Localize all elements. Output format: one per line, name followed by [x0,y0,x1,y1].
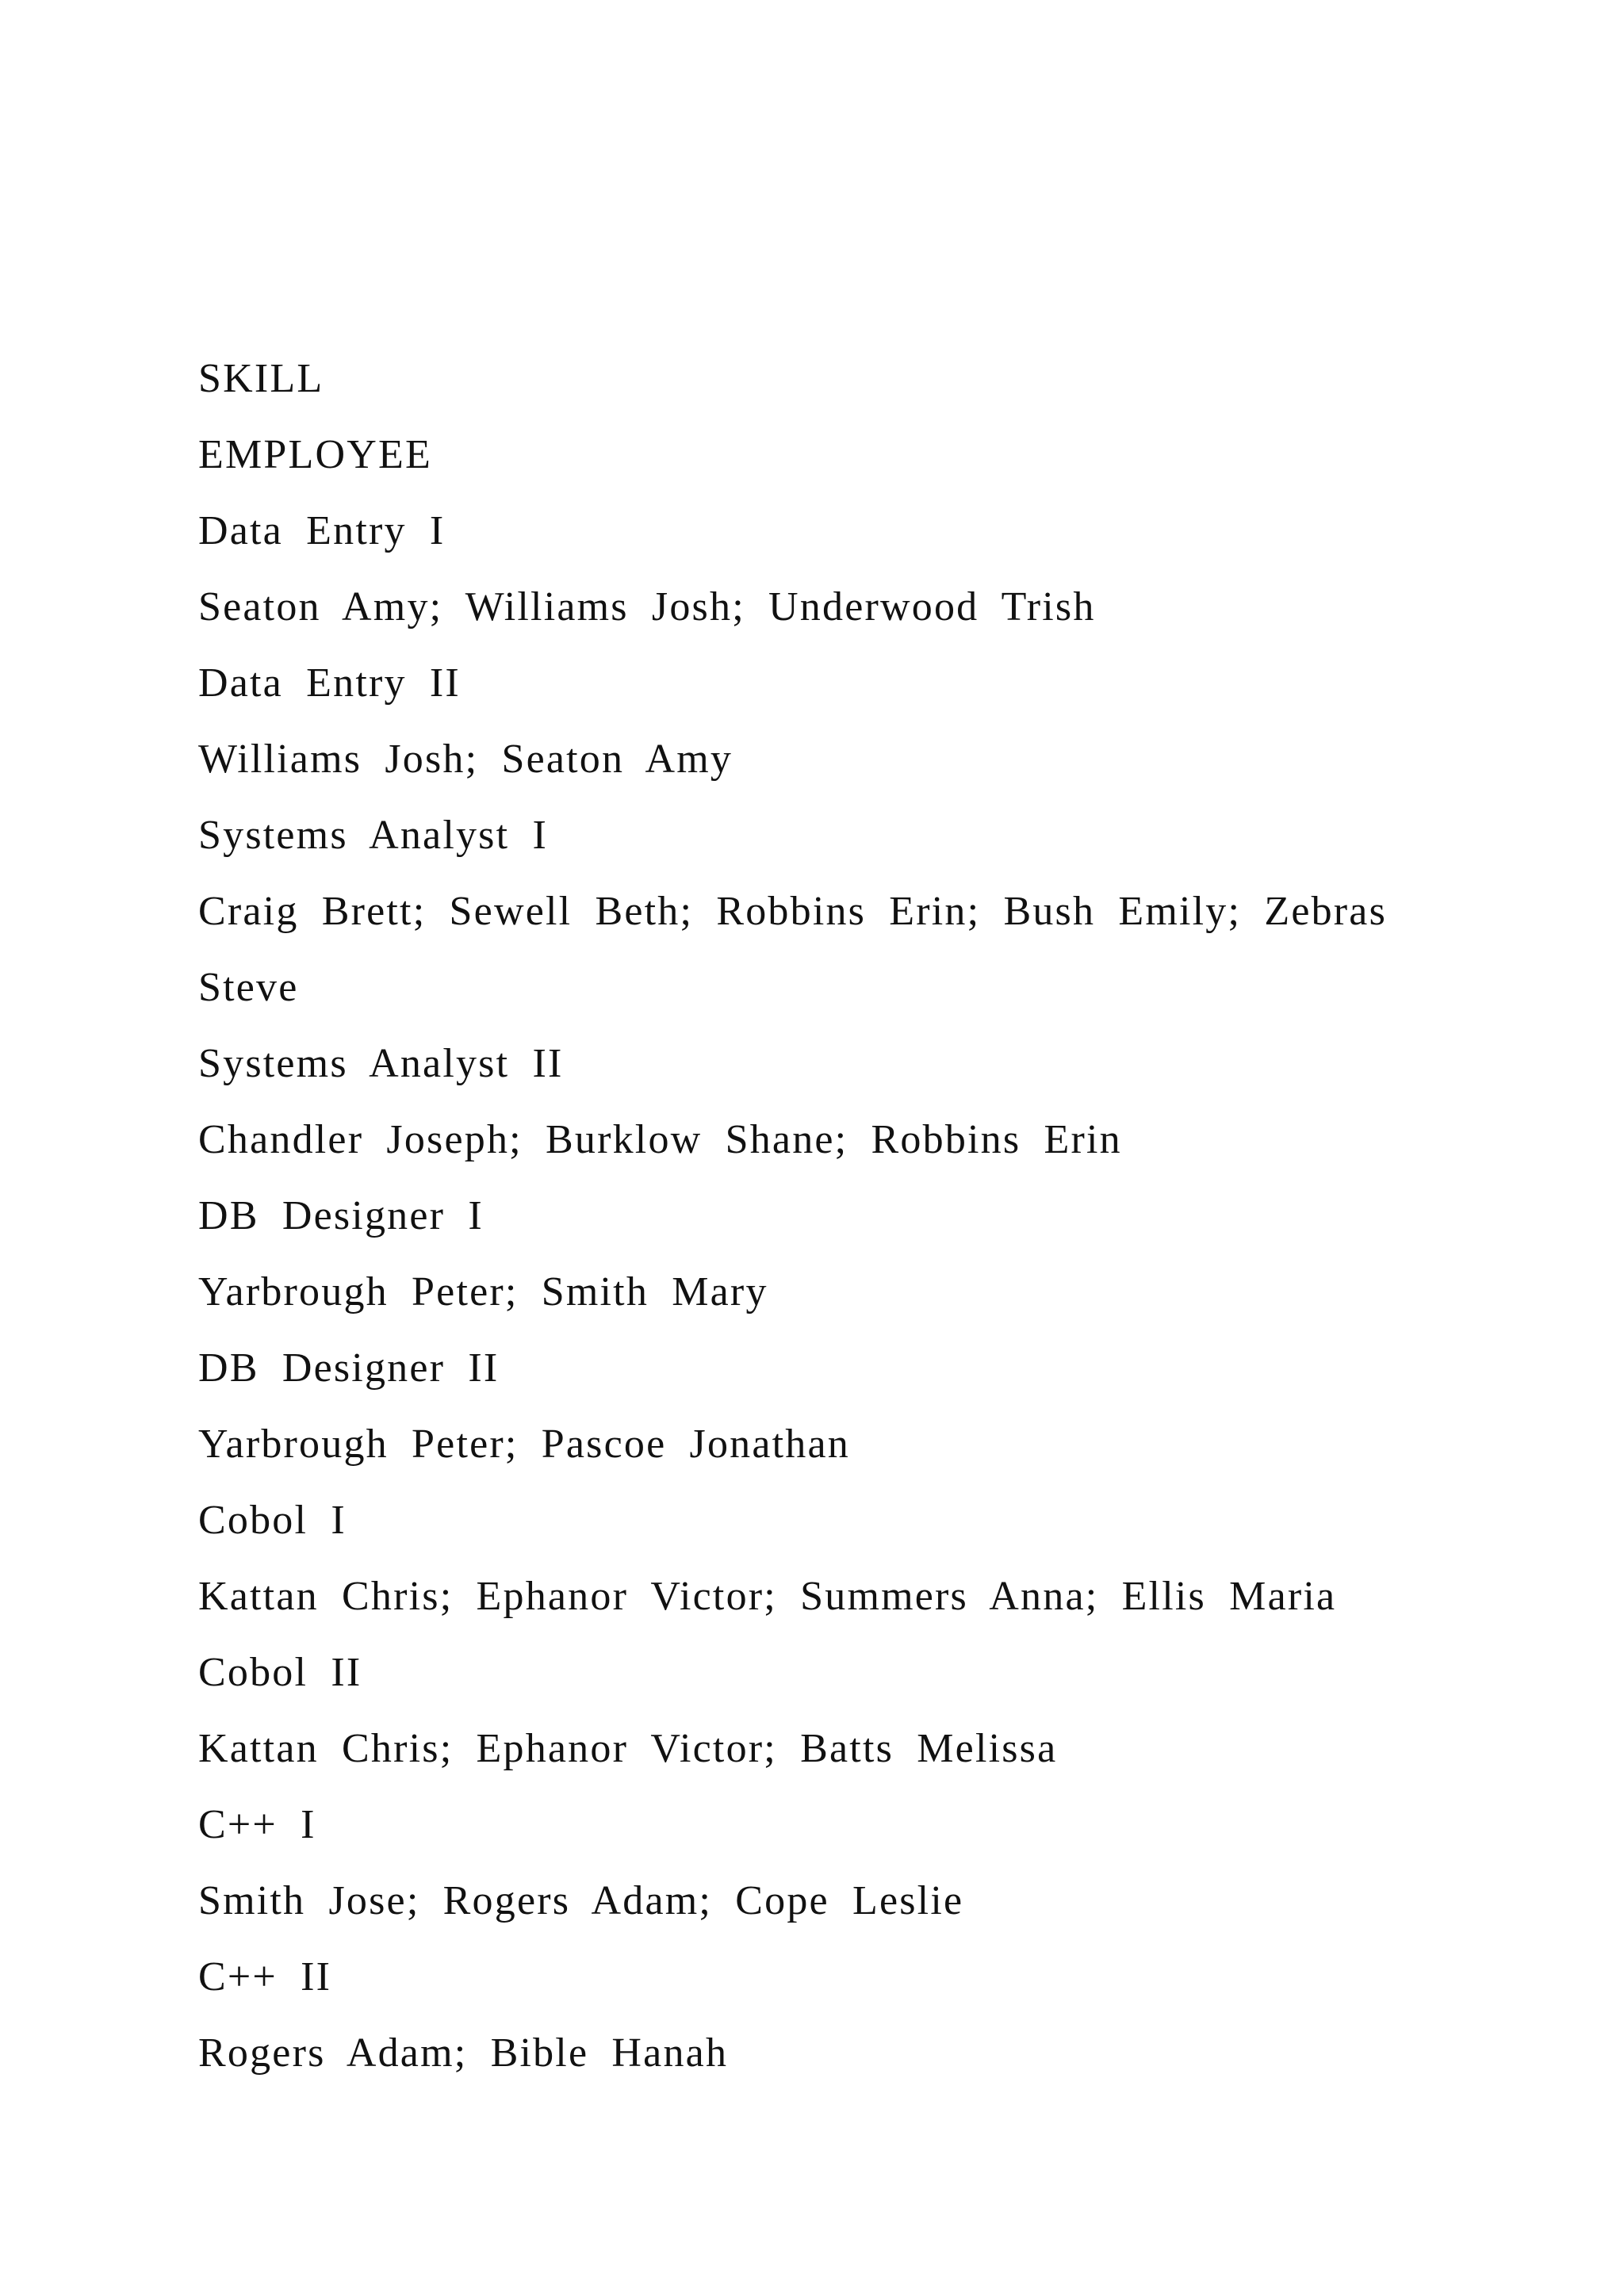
employee-list: Yarbrough Peter; Smith Mary [198,1269,768,1314]
skill-name: Systems Analyst I [198,813,548,858]
employee-list: Chandler Joseph; Burklow Shane; Robbins Erin [198,1117,1122,1162]
skill-name: DB Designer II [198,1345,500,1391]
skill-name: Data Entry II [198,660,461,706]
employee-list: Rogers Adam; Bible Hanah [198,2030,729,2076]
skill-name: Data Entry I [198,508,446,553]
employee-list: Seaton Amy; Williams Josh; Underwood Trish [198,584,1096,629]
employee-list: Kattan Chris; Ephanor Victor; Batts Melissa [198,1726,1058,1771]
skill-name: C++ II [198,1954,332,1999]
employee-list: Williams Josh; Seaton Amy [198,737,733,782]
employee-list: Kattan Chris; Ephanor Victor; Summers Anna; Ellis Maria [198,1574,1337,1619]
document-body [198,341,1586,2091]
skill-name: C++ I [198,1802,316,1847]
column-header-employee: EMPLOYEE [198,432,432,477]
employee-list-continued: Steve [198,965,299,1010]
employee-list: Smith Jose; Rogers Adam; Cope Leslie [198,1878,964,1923]
skill-name: DB Designer I [198,1193,484,1238]
employee-list: Yarbrough Peter; Pascoe Jonathan [198,1422,850,1467]
skill-name: Cobol I [198,1498,347,1543]
skill-name: Cobol II [198,1650,362,1695]
skill-name: Systems Analyst II [198,1041,564,1086]
employee-list: Craig Brett; Sewell Beth; Robbins Erin; Bush Emily; Zebras [198,889,1388,934]
column-header-skill: SKILL [198,356,324,401]
